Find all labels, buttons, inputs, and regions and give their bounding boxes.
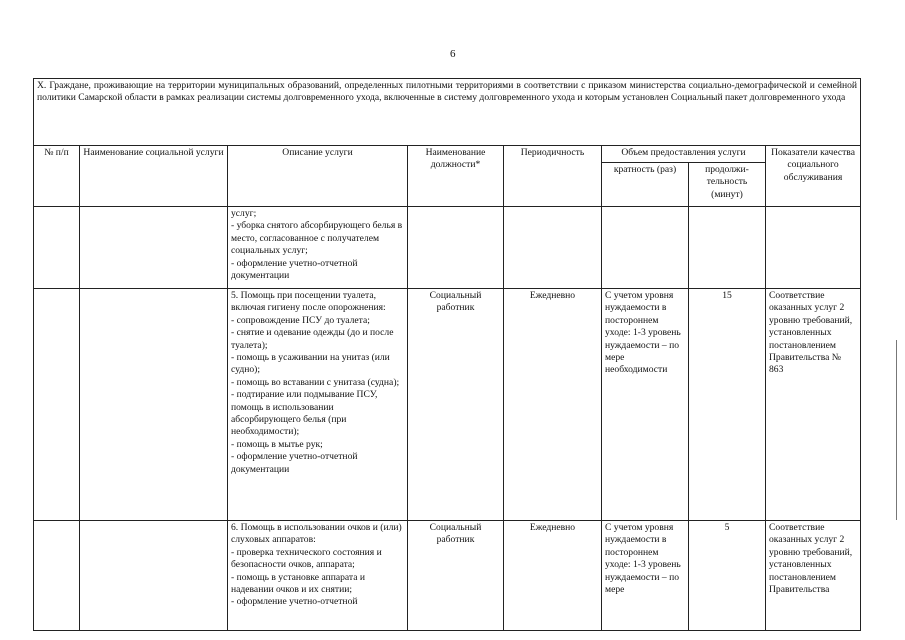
- description-line: - оформление учетно-отчетной документации: [231, 451, 358, 475]
- cell-duration: 15: [689, 289, 766, 521]
- cell-quality: [766, 207, 861, 289]
- table-row: [34, 521, 861, 631]
- page-number: 6: [450, 48, 456, 60]
- cell-description: [228, 289, 408, 521]
- description-line: услуг;: [231, 208, 257, 219]
- description-line: - помощь в мытье рук;: [231, 438, 323, 450]
- cell-service-name: [80, 289, 228, 521]
- col-header-duration: продолжи-тельность (минут): [689, 163, 766, 207]
- cell-service-name: [80, 207, 228, 289]
- cell-num: [34, 289, 80, 521]
- description-line: - оформление учетно-отчетной документации: [231, 257, 358, 282]
- cell-num: [34, 207, 80, 289]
- cell-duration: [689, 207, 766, 289]
- section-heading: X. Граждане, проживающие на территории муниципальных образований, определенных пилотными территориями в соответствии с приказом министерства социально-демографической и семейной политики Самарской области в рамках реализации системы долговременного ухода, включенные в систему долговременного ухода и которым установлен Социальный пакет долговременного ухода: [34, 79, 861, 146]
- cell-quality: Соответствие оказанных услуг 2 уровню требований, установленных постановлением Правительства № 863: [766, 289, 861, 521]
- description-line: 5. Помощь при посещении туалета, включая гигиену после опорожнения:: [231, 290, 386, 314]
- description-line: - помощь во вставании с унитаза (судна);: [231, 376, 400, 388]
- col-header-multiplicity: кратность (раз): [602, 163, 689, 207]
- cell-position: Социальный работник: [408, 289, 504, 521]
- cell-periodicity: Ежедневно: [504, 289, 602, 521]
- cell-position: [408, 207, 504, 289]
- scan-edge-line: [896, 340, 897, 520]
- col-header-num: № п/п: [34, 146, 80, 207]
- col-header-description: Описание услуги: [228, 146, 408, 207]
- cell-description: [228, 521, 408, 631]
- description-line: - снятие и одевание одежды (до и после туалета);: [231, 327, 394, 351]
- cell-description: [228, 207, 408, 289]
- description-line: - подтирание или подмывание ПСУ, помощь в использовании абсорбирующего белья (при необходимости);: [231, 389, 378, 438]
- description-line: - сопровождение ПСУ до туалета;: [231, 314, 370, 326]
- cell-num: [34, 521, 80, 631]
- cell-quality: Соответствие оказанных услуг 2 уровню требований, установленных постановлением Правительства: [766, 521, 861, 631]
- description-line: - проверка технического состояния и безопасности очков, аппарата;: [231, 546, 382, 571]
- cell-duration: 5: [689, 521, 766, 631]
- description-line: 6. Помощь в использовании очков и (или) слуховых аппаратов:: [231, 522, 402, 546]
- cell-periodicity: [504, 207, 602, 289]
- col-header-volume: Объем предоставления услуги: [602, 146, 766, 163]
- cell-periodicity: Ежедневно: [504, 521, 602, 631]
- table-row: [34, 207, 861, 289]
- cell-multiplicity: С учетом уровня нуждаемости в постороннем уходе: 1-3 уровень нуждаемости – по мере необходимости: [602, 289, 689, 521]
- cell-multiplicity: С учетом уровня нуждаемости в постороннем уходе: 1-3 уровень нуждаемости – по мере: [602, 521, 689, 631]
- description-line: - помощь в установке аппарата и надевании очков и их снятии;: [231, 571, 366, 596]
- col-header-periodicity: Периодичность: [504, 146, 602, 207]
- col-header-quality: Показатели качества социального обслуживания: [766, 146, 861, 207]
- cell-multiplicity: [602, 207, 689, 289]
- col-header-service-name: Наименование социальной услуги: [80, 146, 228, 207]
- col-header-position: Наименование должности*: [408, 146, 504, 207]
- description-line: - помощь в усаживании на унитаз (или судно);: [231, 352, 390, 376]
- description-line: - оформление учетно-отчетной: [231, 596, 358, 608]
- table-row: [34, 289, 861, 521]
- cell-position: Социальный работник: [408, 521, 504, 631]
- description-line: - уборка снятого абсорбирующего белья в место, согласованное с получателем социальных услуг;: [231, 220, 403, 257]
- services-table: [33, 78, 861, 631]
- cell-service-name: [80, 521, 228, 631]
